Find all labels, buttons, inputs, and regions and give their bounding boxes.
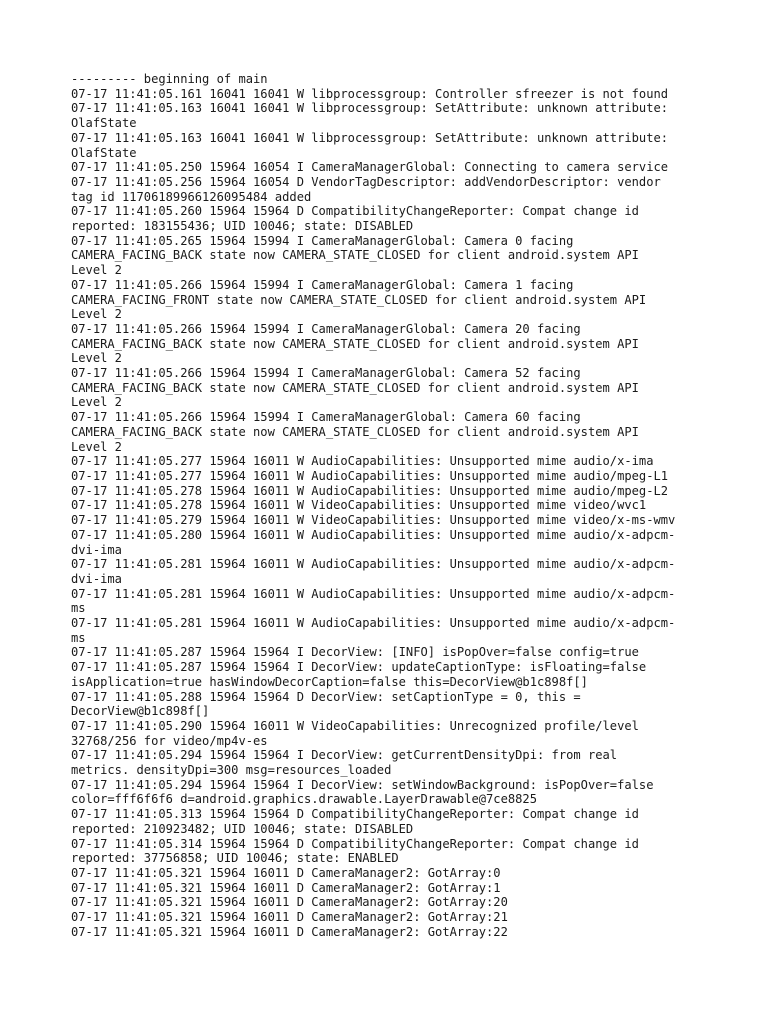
log-line: 07-17 11:41:05.288 15964 15964 D DecorView: setCaptionType = 0, this = — [71, 689, 581, 704]
log-line: Level 2 — [71, 351, 122, 366]
log-line: DecorView@b1c898f[] — [71, 704, 210, 719]
log-line: 07-17 11:41:05.265 15964 15994 I CameraManagerGlobal: Camera 0 facing — [71, 233, 574, 248]
log-line: 07-17 11:41:05.266 15964 15994 I CameraManagerGlobal: Camera 1 facing — [71, 277, 574, 292]
log-line: 07-17 11:41:05.294 15964 15964 I DecorView: getCurrentDensityDpi: from real — [71, 748, 618, 763]
log-line: ms — [71, 630, 86, 645]
log-line: 07-17 11:41:05.163 16041 16041 W libprocessgroup: SetAttribute: unknown attribute: — [71, 130, 669, 145]
log-line: 07-17 11:41:05.287 15964 15964 I DecorView: [INFO] isPopOver=false config=true — [71, 645, 639, 660]
log-line: 07-17 11:41:05.279 15964 16011 W VideoCapabilities: Unsupported mime video/x-ms-wmv — [71, 513, 676, 528]
log-line: 07-17 11:41:05.321 15964 16011 D CameraManager2: GotArray:1 — [71, 880, 501, 895]
log-line: 07-17 11:41:05.321 15964 16011 D CameraManager2: GotArray:20 — [71, 895, 508, 910]
log-line: CAMERA_FACING_BACK state now CAMERA_STATE_CLOSED for client android.system API — [71, 248, 639, 263]
log-line: isApplication=true hasWindowDecorCaption=false this=DecorView@b1c898f[] — [71, 674, 588, 689]
log-line: 07-17 11:41:05.256 15964 16054 D VendorTagDescriptor: addVendorDescriptor: vendor — [71, 174, 661, 189]
log-line: 07-17 11:41:05.321 15964 16011 D CameraManager2: GotArray:0 — [71, 865, 501, 880]
log-line: dvi-ima — [71, 542, 122, 557]
log-line: CAMERA_FACING_BACK state now CAMERA_STATE_CLOSED for client android.system API — [71, 424, 639, 439]
log-line: 32768/256 for video/mp4v-es — [71, 733, 268, 748]
log-line: Level 2 — [71, 395, 122, 410]
log-line: 07-17 11:41:05.161 16041 16041 W libprocessgroup: Controller sfreezer is not found — [71, 86, 669, 101]
log-line: 07-17 11:41:05.260 15964 15964 D CompatibilityChangeReporter: Compat change id — [71, 204, 639, 219]
log-line: OlafState — [71, 145, 137, 160]
log-line: color=fff6f6f6 d=android.graphics.drawable.LayerDrawable@7ce8825 — [71, 792, 537, 807]
log-line: 07-17 11:41:05.290 15964 16011 W VideoCapabilities: Unrecognized profile/level — [71, 718, 639, 733]
log-line: reported: 210923482; UID 10046; state: DISABLED — [71, 821, 414, 836]
log-line: Level 2 — [71, 439, 122, 454]
log-line: Level 2 — [71, 307, 122, 322]
log-line: 07-17 11:41:05.281 15964 16011 W AudioCapabilities: Unsupported mime audio/x-adpcm- — [71, 586, 676, 601]
log-line: 07-17 11:41:05.321 15964 16011 D CameraManager2: GotArray:22 — [71, 924, 508, 939]
log-line: 07-17 11:41:05.281 15964 16011 W AudioCapabilities: Unsupported mime audio/x-adpcm- — [71, 557, 676, 572]
log-line: Level 2 — [71, 263, 122, 278]
log-line: ms — [71, 601, 86, 616]
log-line: 07-17 11:41:05.266 15964 15994 I CameraManagerGlobal: Camera 52 facing — [71, 366, 581, 381]
log-line: OlafState — [71, 116, 137, 131]
log-line: reported: 183155436; UID 10046; state: DISABLED — [71, 219, 414, 234]
log-line: 07-17 11:41:05.281 15964 16011 W AudioCapabilities: Unsupported mime audio/x-adpcm- — [71, 616, 676, 631]
log-line: dvi-ima — [71, 571, 122, 586]
log-line: CAMERA_FACING_BACK state now CAMERA_STATE_CLOSED for client android.system API — [71, 380, 639, 395]
log-line: 07-17 11:41:05.321 15964 16011 D CameraManager2: GotArray:21 — [71, 910, 508, 925]
log-line: tag id 11706189966126095484 added — [71, 189, 312, 204]
log-line: 07-17 11:41:05.280 15964 16011 W AudioCapabilities: Unsupported mime audio/x-adpcm- — [71, 527, 676, 542]
log-line: 07-17 11:41:05.278 15964 16011 W AudioCapabilities: Unsupported mime audio/mpeg-L2 — [71, 483, 669, 498]
log-line: metrics. densityDpi=300 msg=resources_loaded — [71, 763, 392, 778]
log-line: --------- beginning of main — [71, 72, 268, 86]
log-line: 07-17 11:41:05.287 15964 15964 I DecorView: updateCaptionType: isFloating=false — [71, 660, 647, 675]
log-line: 07-17 11:41:05.250 15964 16054 I CameraManagerGlobal: Connecting to camera service — [71, 160, 669, 175]
log-line: 07-17 11:41:05.277 15964 16011 W AudioCapabilities: Unsupported mime audio/x-ima — [71, 454, 654, 469]
log-document — [71, 72, 711, 939]
log-line: 07-17 11:41:05.163 16041 16041 W libprocessgroup: SetAttribute: unknown attribute: — [71, 101, 669, 116]
log-line: CAMERA_FACING_BACK state now CAMERA_STATE_CLOSED for client android.system API — [71, 336, 639, 351]
log-line: 07-17 11:41:05.266 15964 15994 I CameraManagerGlobal: Camera 60 facing — [71, 410, 581, 425]
log-line: 07-17 11:41:05.294 15964 15964 I DecorView: setWindowBackground: isPopOver=false — [71, 777, 654, 792]
log-line: 07-17 11:41:05.313 15964 15964 D CompatibilityChangeReporter: Compat change id — [71, 807, 639, 822]
log-line: 07-17 11:41:05.314 15964 15964 D CompatibilityChangeReporter: Compat change id — [71, 836, 639, 851]
log-line: reported: 37756858; UID 10046; state: ENABLED — [71, 851, 399, 866]
log-line: 07-17 11:41:05.278 15964 16011 W VideoCapabilities: Unsupported mime video/wvc1 — [71, 498, 647, 513]
log-line: 07-17 11:41:05.266 15964 15994 I CameraManagerGlobal: Camera 20 facing — [71, 321, 581, 336]
log-line: CAMERA_FACING_FRONT state now CAMERA_STATE_CLOSED for client android.system API — [71, 292, 647, 307]
log-line: 07-17 11:41:05.277 15964 16011 W AudioCapabilities: Unsupported mime audio/mpeg-L1 — [71, 468, 669, 483]
